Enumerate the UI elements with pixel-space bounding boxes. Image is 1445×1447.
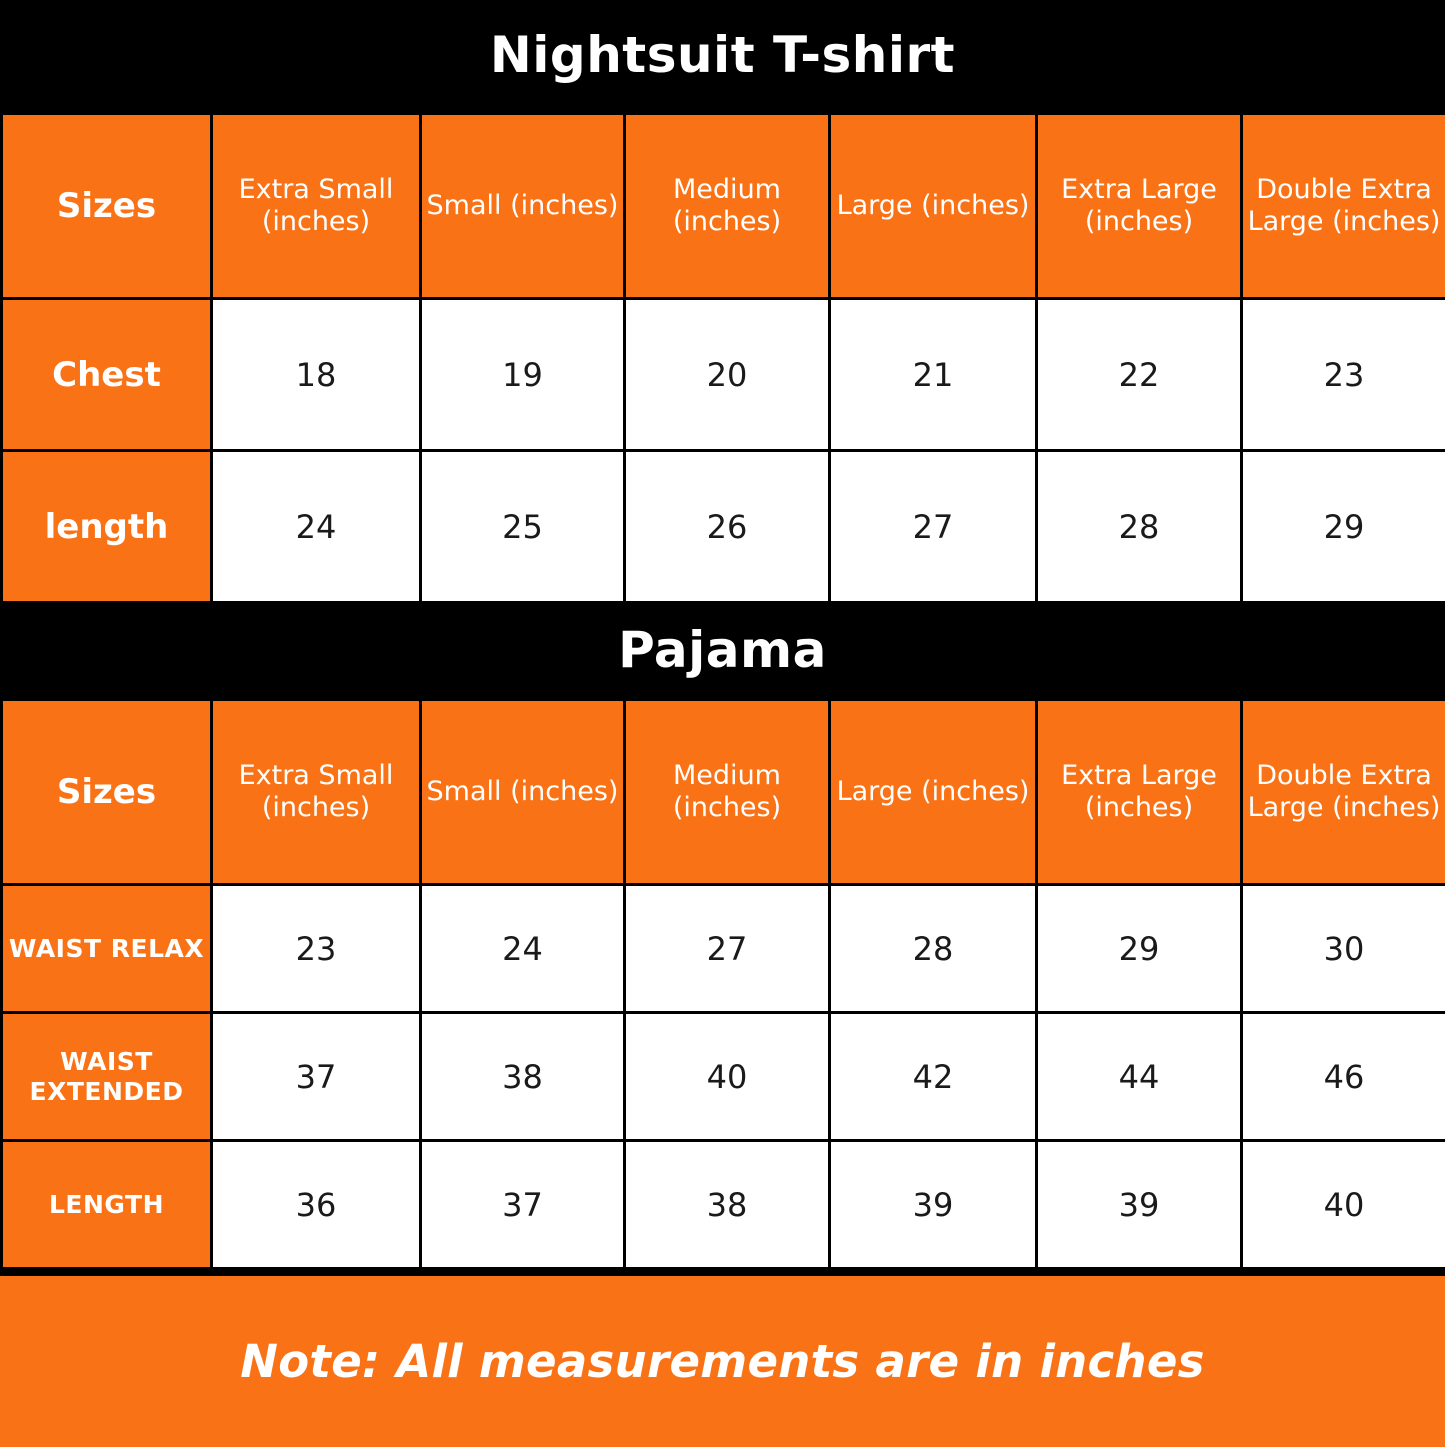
cell-waist-extended-s: 38 — [421, 1013, 625, 1141]
cell-waist-extended-xxl: 46 — [1242, 1013, 1445, 1141]
cell-chest-xxl: 23 — [1242, 299, 1445, 451]
header-medium: Medium (inches) — [625, 700, 830, 885]
table-row — [2, 1141, 1445, 1269]
cell-waist-relax-m: 27 — [625, 885, 830, 1013]
cell-pajama-length-s: 37 — [421, 1141, 625, 1269]
table-header-row — [2, 700, 1445, 885]
table-row — [2, 299, 1445, 451]
header-large: Large (inches) — [830, 114, 1037, 299]
header-extra-small: Extra Small (inches) — [212, 114, 421, 299]
tshirt-size-table-wrapper — [0, 112, 1445, 604]
title-nightsuit-tshirt: Nightsuit T-shirt — [0, 0, 1445, 112]
cell-waist-extended-l: 42 — [830, 1013, 1037, 1141]
cell-length-xl: 28 — [1037, 451, 1242, 603]
cell-length-xxl: 29 — [1242, 451, 1445, 603]
tshirt-size-table — [0, 112, 1445, 604]
row-label-length: length — [2, 451, 212, 603]
cell-length-m: 26 — [625, 451, 830, 603]
row-label-waist-relax: WAIST RELAX — [2, 885, 212, 1013]
table-row — [2, 451, 1445, 603]
pajama-size-table-wrapper — [0, 698, 1445, 1270]
cell-pajama-length-xl: 39 — [1037, 1141, 1242, 1269]
cell-chest-l: 21 — [830, 299, 1037, 451]
cell-chest-s: 19 — [421, 299, 625, 451]
header-extra-small: Extra Small (inches) — [212, 700, 421, 885]
table-header-row — [2, 114, 1445, 299]
header-small: Small (inches) — [421, 114, 625, 299]
cell-waist-extended-xl: 44 — [1037, 1013, 1242, 1141]
row-label-waist-extended: WAIST EXTENDED — [2, 1013, 212, 1141]
header-double-extra-large: Double Extra Large (inches) — [1242, 700, 1445, 885]
header-small: Small (inches) — [421, 700, 625, 885]
cell-waist-relax-l: 28 — [830, 885, 1037, 1013]
cell-chest-xl: 22 — [1037, 299, 1242, 451]
cell-waist-relax-xxl: 30 — [1242, 885, 1445, 1013]
cell-waist-extended-m: 40 — [625, 1013, 830, 1141]
cell-length-l: 27 — [830, 451, 1037, 603]
cell-pajama-length-m: 38 — [625, 1141, 830, 1269]
row-label-length: LENGTH — [2, 1141, 212, 1269]
header-sizes: Sizes — [2, 114, 212, 299]
cell-waist-relax-xs: 23 — [212, 885, 421, 1013]
cell-chest-xs: 18 — [212, 299, 421, 451]
cell-length-s: 25 — [421, 451, 625, 603]
cell-pajama-length-xxl: 40 — [1242, 1141, 1445, 1269]
header-double-extra-large: Double Extra Large (inches) — [1242, 114, 1445, 299]
cell-waist-relax-s: 24 — [421, 885, 625, 1013]
header-extra-large: Extra Large (inches) — [1037, 114, 1242, 299]
table-row — [2, 1013, 1445, 1141]
header-large: Large (inches) — [830, 700, 1037, 885]
measurement-note: Note: All measurements are in inches — [0, 1276, 1445, 1447]
table-row — [2, 885, 1445, 1013]
cell-waist-relax-xl: 29 — [1037, 885, 1242, 1013]
cell-chest-m: 20 — [625, 299, 830, 451]
cell-waist-extended-xs: 37 — [212, 1013, 421, 1141]
pajama-size-table — [0, 698, 1445, 1270]
title-pajama: Pajama — [0, 604, 1445, 698]
header-sizes: Sizes — [2, 700, 212, 885]
cell-length-xs: 24 — [212, 451, 421, 603]
cell-pajama-length-l: 39 — [830, 1141, 1037, 1269]
cell-pajama-length-xs: 36 — [212, 1141, 421, 1269]
row-label-chest: Chest — [2, 299, 212, 451]
header-extra-large: Extra Large (inches) — [1037, 700, 1242, 885]
header-medium: Medium (inches) — [625, 114, 830, 299]
